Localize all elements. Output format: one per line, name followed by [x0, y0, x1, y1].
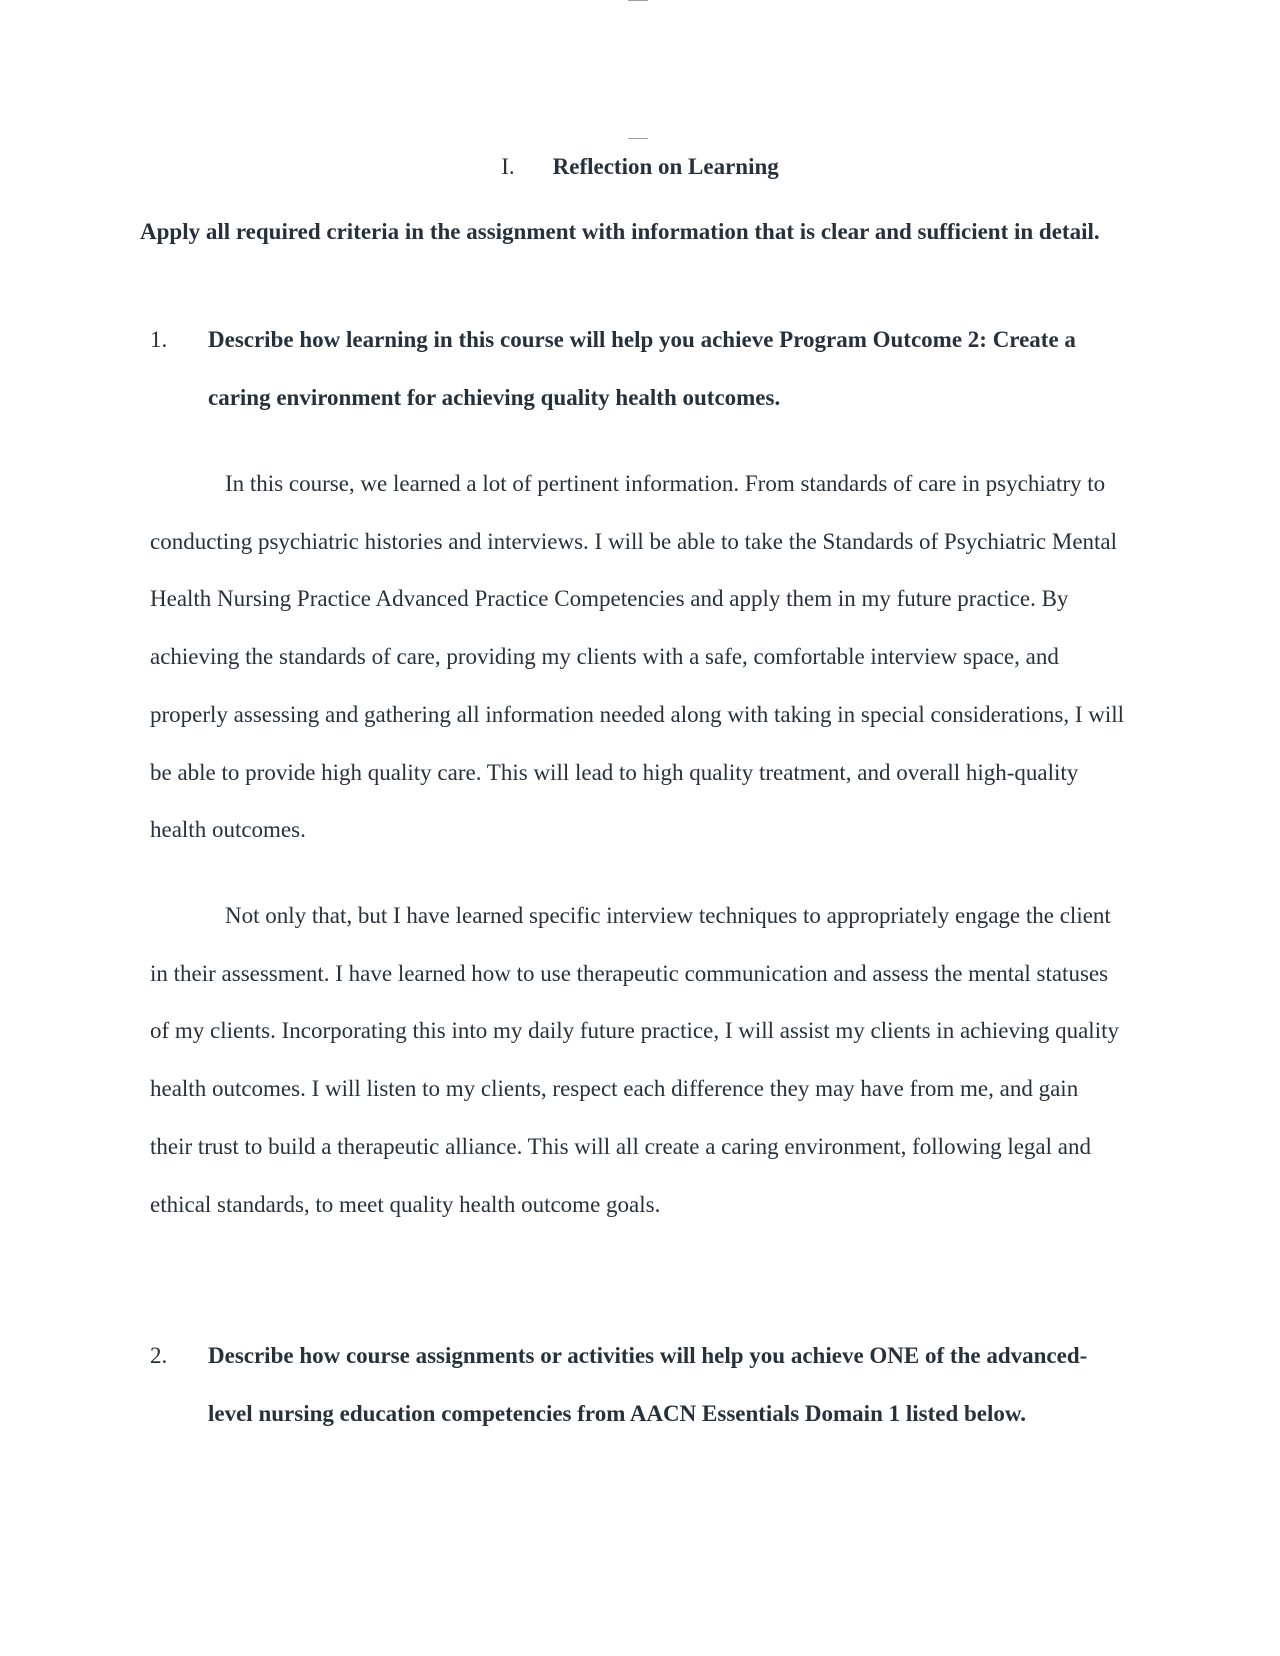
question-item: [150, 311, 1110, 427]
instruction-text: Apply all required criteria in the assignment with information that is clear and sufficient in detail.: [140, 219, 1100, 244]
body-paragraph: In this course, we learned a lot of pertinent information. From standards of care in psychiatry to conducting psychiatric histories and interviews. I will be able to take the Standards of Psychiatric Mental Health Nursing Practice Advanced Practice Competencies and apply them in my future practice. By achieving the standards of care, providing my clients with a safe, comfortable interview space, and properly assessing and gathering all information needed along with taking in special considerations, I will be able to provide high quality care. This will lead to high quality treatment, and overall high-quality health outcomes.: [150, 471, 1125, 843]
section-number: I.: [501, 154, 515, 179]
question-text: Describe how course assignments or activities will help you achieve ONE of the advanced-level nursing education competencies from AACN Essentials Domain 1 listed below.: [208, 1343, 1088, 1426]
question-item: [150, 1327, 1110, 1443]
header-rule-secondary: [628, 138, 648, 141]
header-rule: [628, 0, 648, 3]
section-heading: [0, 150, 1280, 184]
question-number: 1.: [150, 327, 168, 352]
section-title: Reflection on Learning: [552, 154, 779, 179]
question-number: 2.: [150, 1343, 168, 1368]
body-paragraph: Not only that, but I have learned specific interview techniques to appropriately engage the client in their assessment. I have learned how to use therapeutic communication and assess the mental statuses of my clients. Incorporating this into my daily future practice, I will assist my clients in achieving quality health outcomes. I will listen to my clients, respect each difference they may have from me, and gain their trust to build a therapeutic alliance. This will all create a caring environment, following legal and ethical standards, to meet quality health outcome goals.: [150, 903, 1119, 1217]
question-text: Describe how learning in this course will help you achieve Program Outcome 2: Create a caring environment for achieving quality health outcomes.: [208, 327, 1076, 410]
